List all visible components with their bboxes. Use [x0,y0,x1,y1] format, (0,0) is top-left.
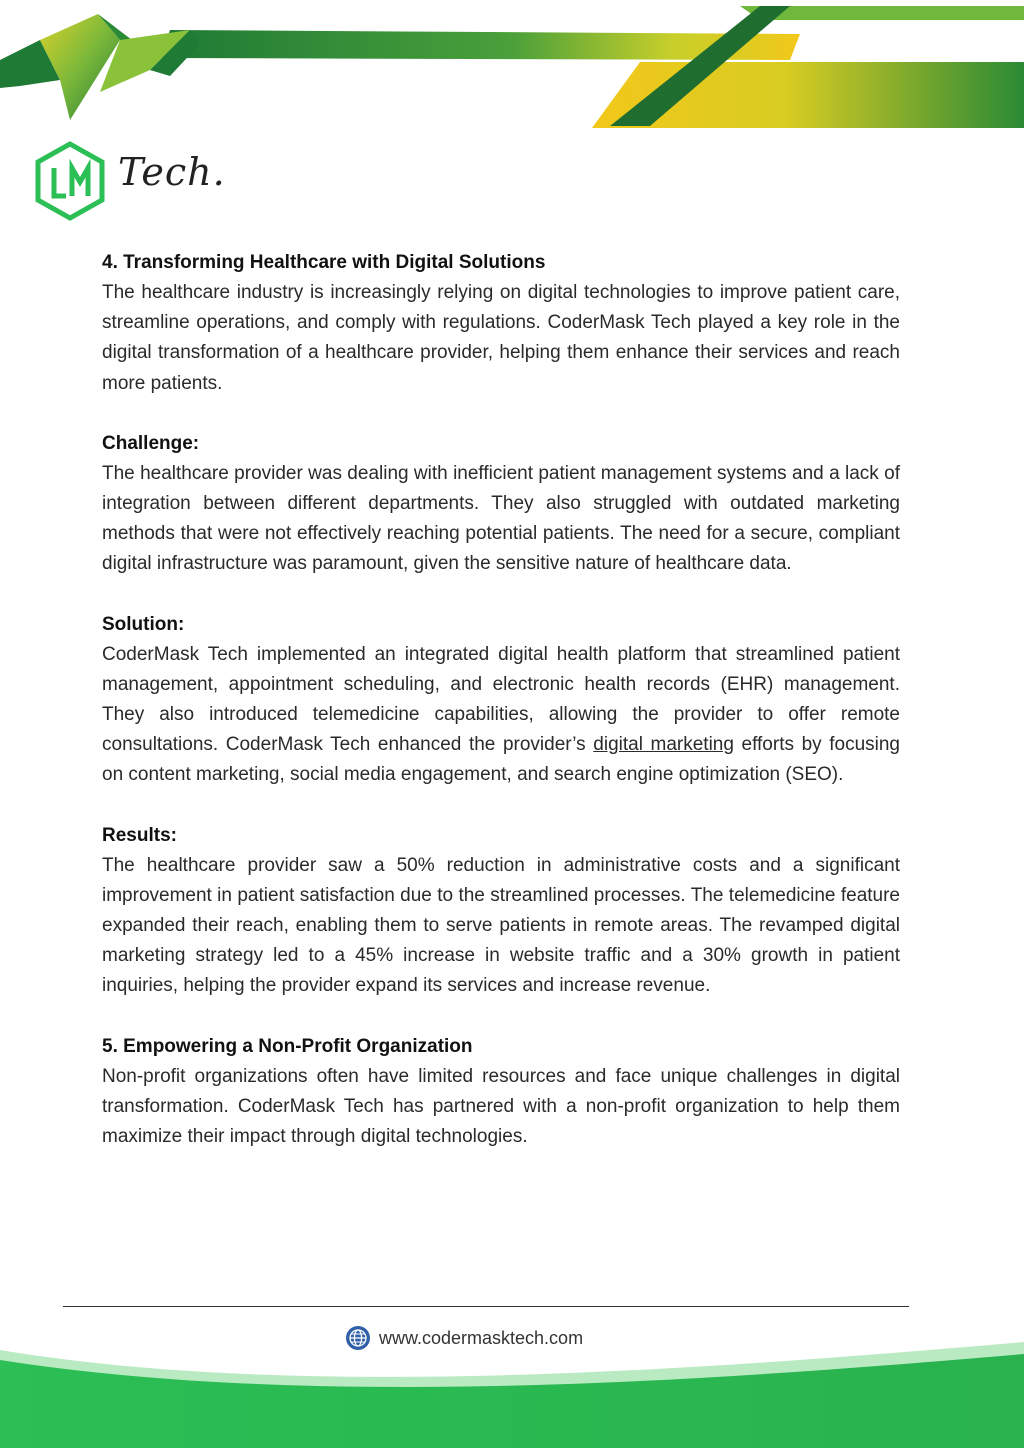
section-results [102,821,900,1002]
section-heading: Challenge: [102,432,200,454]
section-paragraph [102,640,900,791]
section-paragraph: The healthcare provider was dealing with inefficient patient management systems and a lack of integration between different departments. They also struggled with outdated marketing methods that were not effectively reaching potential patients. The need for a secure, compliant digital infrastructure was paramount, given the sensitive nature of healthcare data. [102,462,900,575]
section-solution [102,610,900,791]
section-heading: Solution: [102,613,185,635]
section-heading: 4. Transforming Healthcare with Digital Solutions [102,252,546,273]
paragraph-text-after-link: efforts by focusing on content marketing, social media engagement, and search engine optimization (SEO). [102,734,900,786]
footer-divider [63,1306,909,1307]
section-paragraph: The healthcare industry is increasingly relying on digital technologies to improve patient care, streamline operations, and comply with regulations. CoderMask Tech played a key role in the digital transformation of a healthcare provider, helping them enhance their services and reach more patients. [102,282,900,394]
header-decoration [0,0,1024,160]
footer-wave-decoration [0,1340,1024,1448]
section-challenge [102,429,900,580]
section-healthcare [102,248,900,399]
document-body [102,248,900,1182]
digital-marketing-link[interactable]: digital marketing [593,734,734,756]
website-url[interactable]: www.codermasktech.com [379,1327,584,1348]
section-heading: 5. Empowering a Non-Profit Organization [102,1035,473,1057]
section-paragraph: Non-profit organizations often have limited resources and face unique challenges in digital transformation. CoderMask Tech has partnered with a non-profit organization to help them maximize their impact through digital technologies. [102,1065,900,1148]
paragraph-text-before-link: CoderMask Tech implemented an integrated digital health platform that streamlined patient management, appointment scheduling, and electronic health records (EHR) management. They also introduced telemedicine capabilities, allowing the provider to offer remote consultations. CoderMask Tech enhanced the provider’s [102,643,900,756]
logo-wordmark: Tech. [118,150,226,194]
section-paragraph: The healthcare provider saw a 50% reduction in administrative costs and a significant improvement in patient satisfaction due to the streamlined processes. The telemedicine feature expanded their reach, enabling them to serve patients in remote areas. The revamped digital marketing strategy led to a 45% increase in website traffic and a 30% growth in patient inquiries, helping the provider expand its services and increase revenue. [102,854,900,997]
section-nonprofit [102,1032,900,1153]
section-heading: Results: [102,824,177,846]
